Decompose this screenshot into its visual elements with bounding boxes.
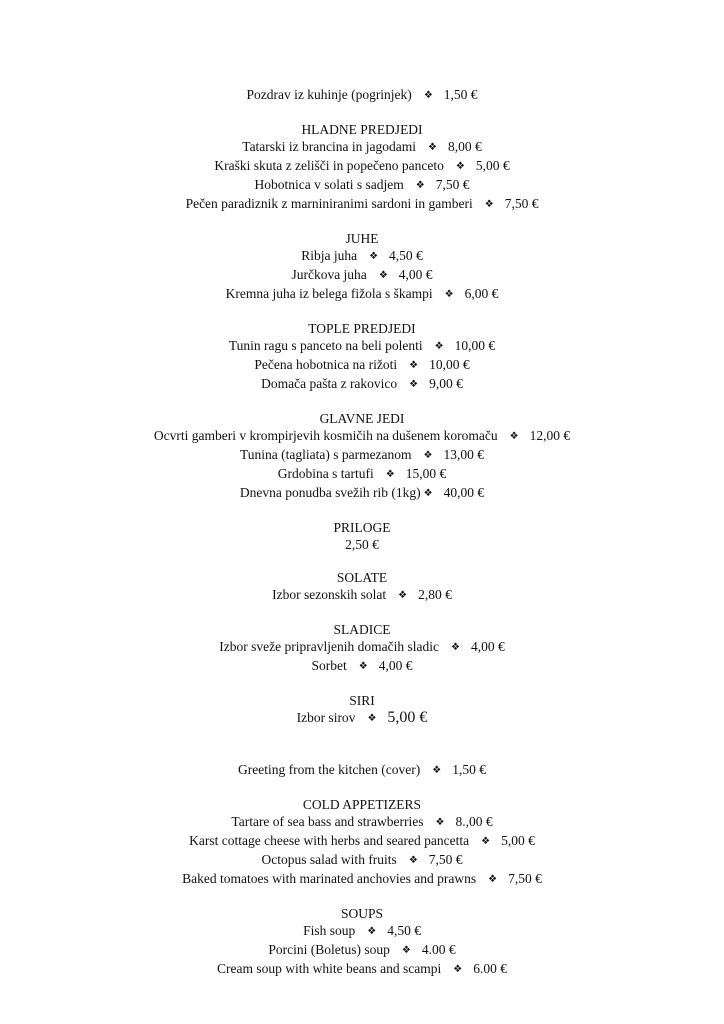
item-name: Domača pašta z rakovico — [261, 376, 398, 391]
section-heading: JUHE — [345, 231, 379, 246]
item-price: 10,00 € — [429, 357, 470, 372]
section-heading: HLADNE PREDJEDI — [301, 122, 423, 137]
item-price: 5,00 € — [475, 158, 510, 173]
separator-icon: ❖ — [423, 488, 433, 499]
item-name: Kremna juha iz belega fižola s škampi — [225, 286, 433, 301]
sl-cheese-section — [0, 692, 724, 728]
item-price: 7,50 € — [435, 177, 470, 192]
item-price: 40,00 € — [443, 485, 485, 500]
sl-desserts-section — [0, 621, 724, 676]
item-name: Pečena hobotnica na rižoti — [254, 357, 398, 372]
item-name: Izbor sveže pripravljenih domačih sladic — [219, 639, 439, 654]
separator-icon: ❖ — [453, 964, 463, 975]
separator-icon: ❖ — [509, 431, 519, 442]
item-price: 4,50 € — [389, 248, 423, 263]
item-name: Greeting from the kitchen (cover) — [238, 762, 421, 777]
menu-item — [0, 484, 724, 503]
separator-icon: ❖ — [488, 874, 498, 885]
menu-item — [0, 266, 724, 285]
separator-icon: ❖ — [484, 199, 494, 210]
item-price: 4,50 € — [387, 923, 421, 938]
item-name: Karst cottage cheese with herbs and seared pancetta — [189, 833, 470, 848]
menu-item — [0, 375, 724, 394]
item-price: 12,00 € — [529, 428, 571, 443]
item-price: 6,00 € — [464, 286, 499, 301]
item-name: Fish soup — [303, 923, 356, 938]
item-price: 8.,00 € — [455, 814, 493, 829]
separator-icon: ❖ — [367, 926, 377, 937]
item-price: 6.00 € — [473, 961, 507, 976]
item-price: 9,00 € — [429, 376, 463, 391]
menu-item — [0, 960, 724, 979]
separator-icon: ❖ — [444, 289, 454, 300]
separator-icon: ❖ — [432, 765, 442, 776]
menu-item — [0, 465, 724, 484]
item-price: 5,00 € — [501, 833, 535, 848]
item-price: 5,00 € — [387, 709, 428, 726]
sl-main-courses-section — [0, 410, 724, 503]
item-name: Tatarski iz brancina in jagodami — [242, 139, 417, 154]
item-name: Izbor sezonskih solat — [272, 587, 387, 602]
item-price: 4.00 € — [421, 942, 456, 957]
item-name: Jurčkova juha — [291, 267, 367, 282]
section-heading: TOPLE PREDJEDI — [308, 321, 416, 336]
separator-icon: ❖ — [369, 251, 379, 262]
menu-item — [0, 922, 724, 941]
section-heading: SOUPS — [340, 906, 384, 921]
menu-item — [0, 195, 724, 214]
en-cold-appetizers-section — [0, 796, 724, 889]
section-heading: SIRI — [349, 693, 375, 708]
menu-item — [0, 247, 724, 266]
sl-side-dishes-section — [0, 519, 724, 553]
separator-icon: ❖ — [378, 270, 388, 281]
item-name: Ocvrti gamberi v krompirjevih kosmičih na dušenem koromaču — [153, 428, 498, 443]
item-name: Porcini (Boletus) soup — [268, 942, 390, 957]
item-price: 2,80 € — [418, 587, 452, 602]
item-name: Izbor sirov — [296, 710, 356, 725]
separator-icon: ❖ — [428, 142, 437, 153]
separator-icon: ❖ — [409, 379, 419, 390]
sl-warm-appetizers-section — [0, 320, 724, 394]
separator-icon: ❖ — [455, 161, 465, 172]
menu-item — [0, 813, 724, 832]
separator-icon: ❖ — [401, 945, 411, 956]
sl-greeting-section — [0, 86, 724, 105]
menu-item — [0, 157, 724, 176]
separator-icon: ❖ — [367, 713, 377, 724]
separator-icon: ❖ — [358, 661, 368, 672]
sl-soups-section — [0, 230, 724, 304]
menu-item — [0, 638, 724, 657]
item-name: Octopus salad with fruits — [261, 852, 397, 867]
item-price: 2,50 € — [345, 537, 379, 552]
item-price: 1,50 € — [443, 87, 478, 102]
separator-icon: ❖ — [435, 817, 445, 828]
menu-page — [0, 86, 724, 995]
item-name: Baked tomatoes with marinated anchovies and prawns — [182, 871, 477, 886]
item-price: 15,00 € — [405, 466, 447, 481]
item-name: Kraški skuta z zelišči in popečeno panceto — [214, 158, 444, 173]
item-price: 8,00 € — [447, 139, 482, 154]
menu-item — [0, 832, 724, 851]
menu-item — [0, 86, 724, 105]
separator-icon: ❖ — [385, 469, 395, 480]
item-price: 13,00 € — [443, 447, 485, 462]
menu-item — [0, 138, 724, 157]
item-name: Grdobina s tartufi — [277, 466, 374, 481]
item-price: 1,50 € — [452, 762, 486, 777]
item-name: Tartare of sea bass and strawberries — [231, 814, 424, 829]
en-soups-section — [0, 905, 724, 979]
separator-icon: ❖ — [423, 90, 433, 101]
item-name: Sorbet — [311, 658, 347, 673]
section-heading: PRILOGE — [333, 520, 391, 535]
menu-item — [0, 657, 724, 676]
menu-item — [0, 709, 724, 728]
section-heading: COLD APPETIZERS — [302, 797, 422, 812]
menu-item — [0, 446, 724, 465]
section-heading: GLAVNE JEDI — [319, 411, 405, 426]
menu-item — [0, 761, 724, 780]
item-name: Pečen paradiznik z marniniranimi sardoni in gamberi — [185, 196, 473, 211]
item-name: Dnevna ponudba svežih rib (1kg) — [239, 485, 421, 500]
item-price: 4,00 € — [398, 267, 433, 282]
sl-salads-section — [0, 569, 724, 605]
item-name: Tunina (tagliata) s parmezanom — [239, 447, 412, 462]
separator-icon: ❖ — [481, 836, 491, 847]
separator-icon: ❖ — [434, 341, 444, 352]
separator-icon: ❖ — [415, 180, 425, 191]
item-name: Pozdrav iz kuhinje (pogrinjek) — [246, 87, 412, 102]
menu-item — [0, 870, 724, 889]
item-name: Hobotnica v solati s sadjem — [254, 177, 404, 192]
en-greeting-section — [0, 761, 724, 780]
menu-item — [0, 176, 724, 195]
item-name: Cream soup with white beans and scampi — [217, 961, 442, 976]
menu-item — [0, 356, 724, 375]
section-heading: SOLATE — [336, 570, 388, 585]
separator-icon: ❖ — [409, 360, 419, 371]
separator-icon: ❖ — [423, 450, 433, 461]
menu-item — [0, 285, 724, 304]
menu-item — [0, 427, 724, 446]
separator-icon: ❖ — [398, 590, 408, 601]
menu-item — [0, 941, 724, 960]
menu-item — [0, 337, 724, 356]
item-price: 7,50 € — [504, 196, 539, 211]
item-price: 4,00 € — [470, 639, 505, 654]
sl-cold-appetizers-section — [0, 121, 724, 214]
item-name: Ribja juha — [301, 248, 358, 263]
item-price: 4,00 € — [378, 658, 413, 673]
item-name: Tunin ragu s panceto na beli polenti — [228, 338, 423, 353]
separator-icon: ❖ — [408, 855, 418, 866]
item-price: 7,50 € — [428, 852, 463, 867]
item-price: 7,50 € — [508, 871, 542, 886]
menu-item — [0, 586, 724, 605]
separator-icon: ❖ — [450, 642, 460, 653]
menu-item — [0, 851, 724, 870]
section-heading: SLADICE — [333, 622, 391, 637]
item-price: 10,00 € — [454, 338, 496, 353]
